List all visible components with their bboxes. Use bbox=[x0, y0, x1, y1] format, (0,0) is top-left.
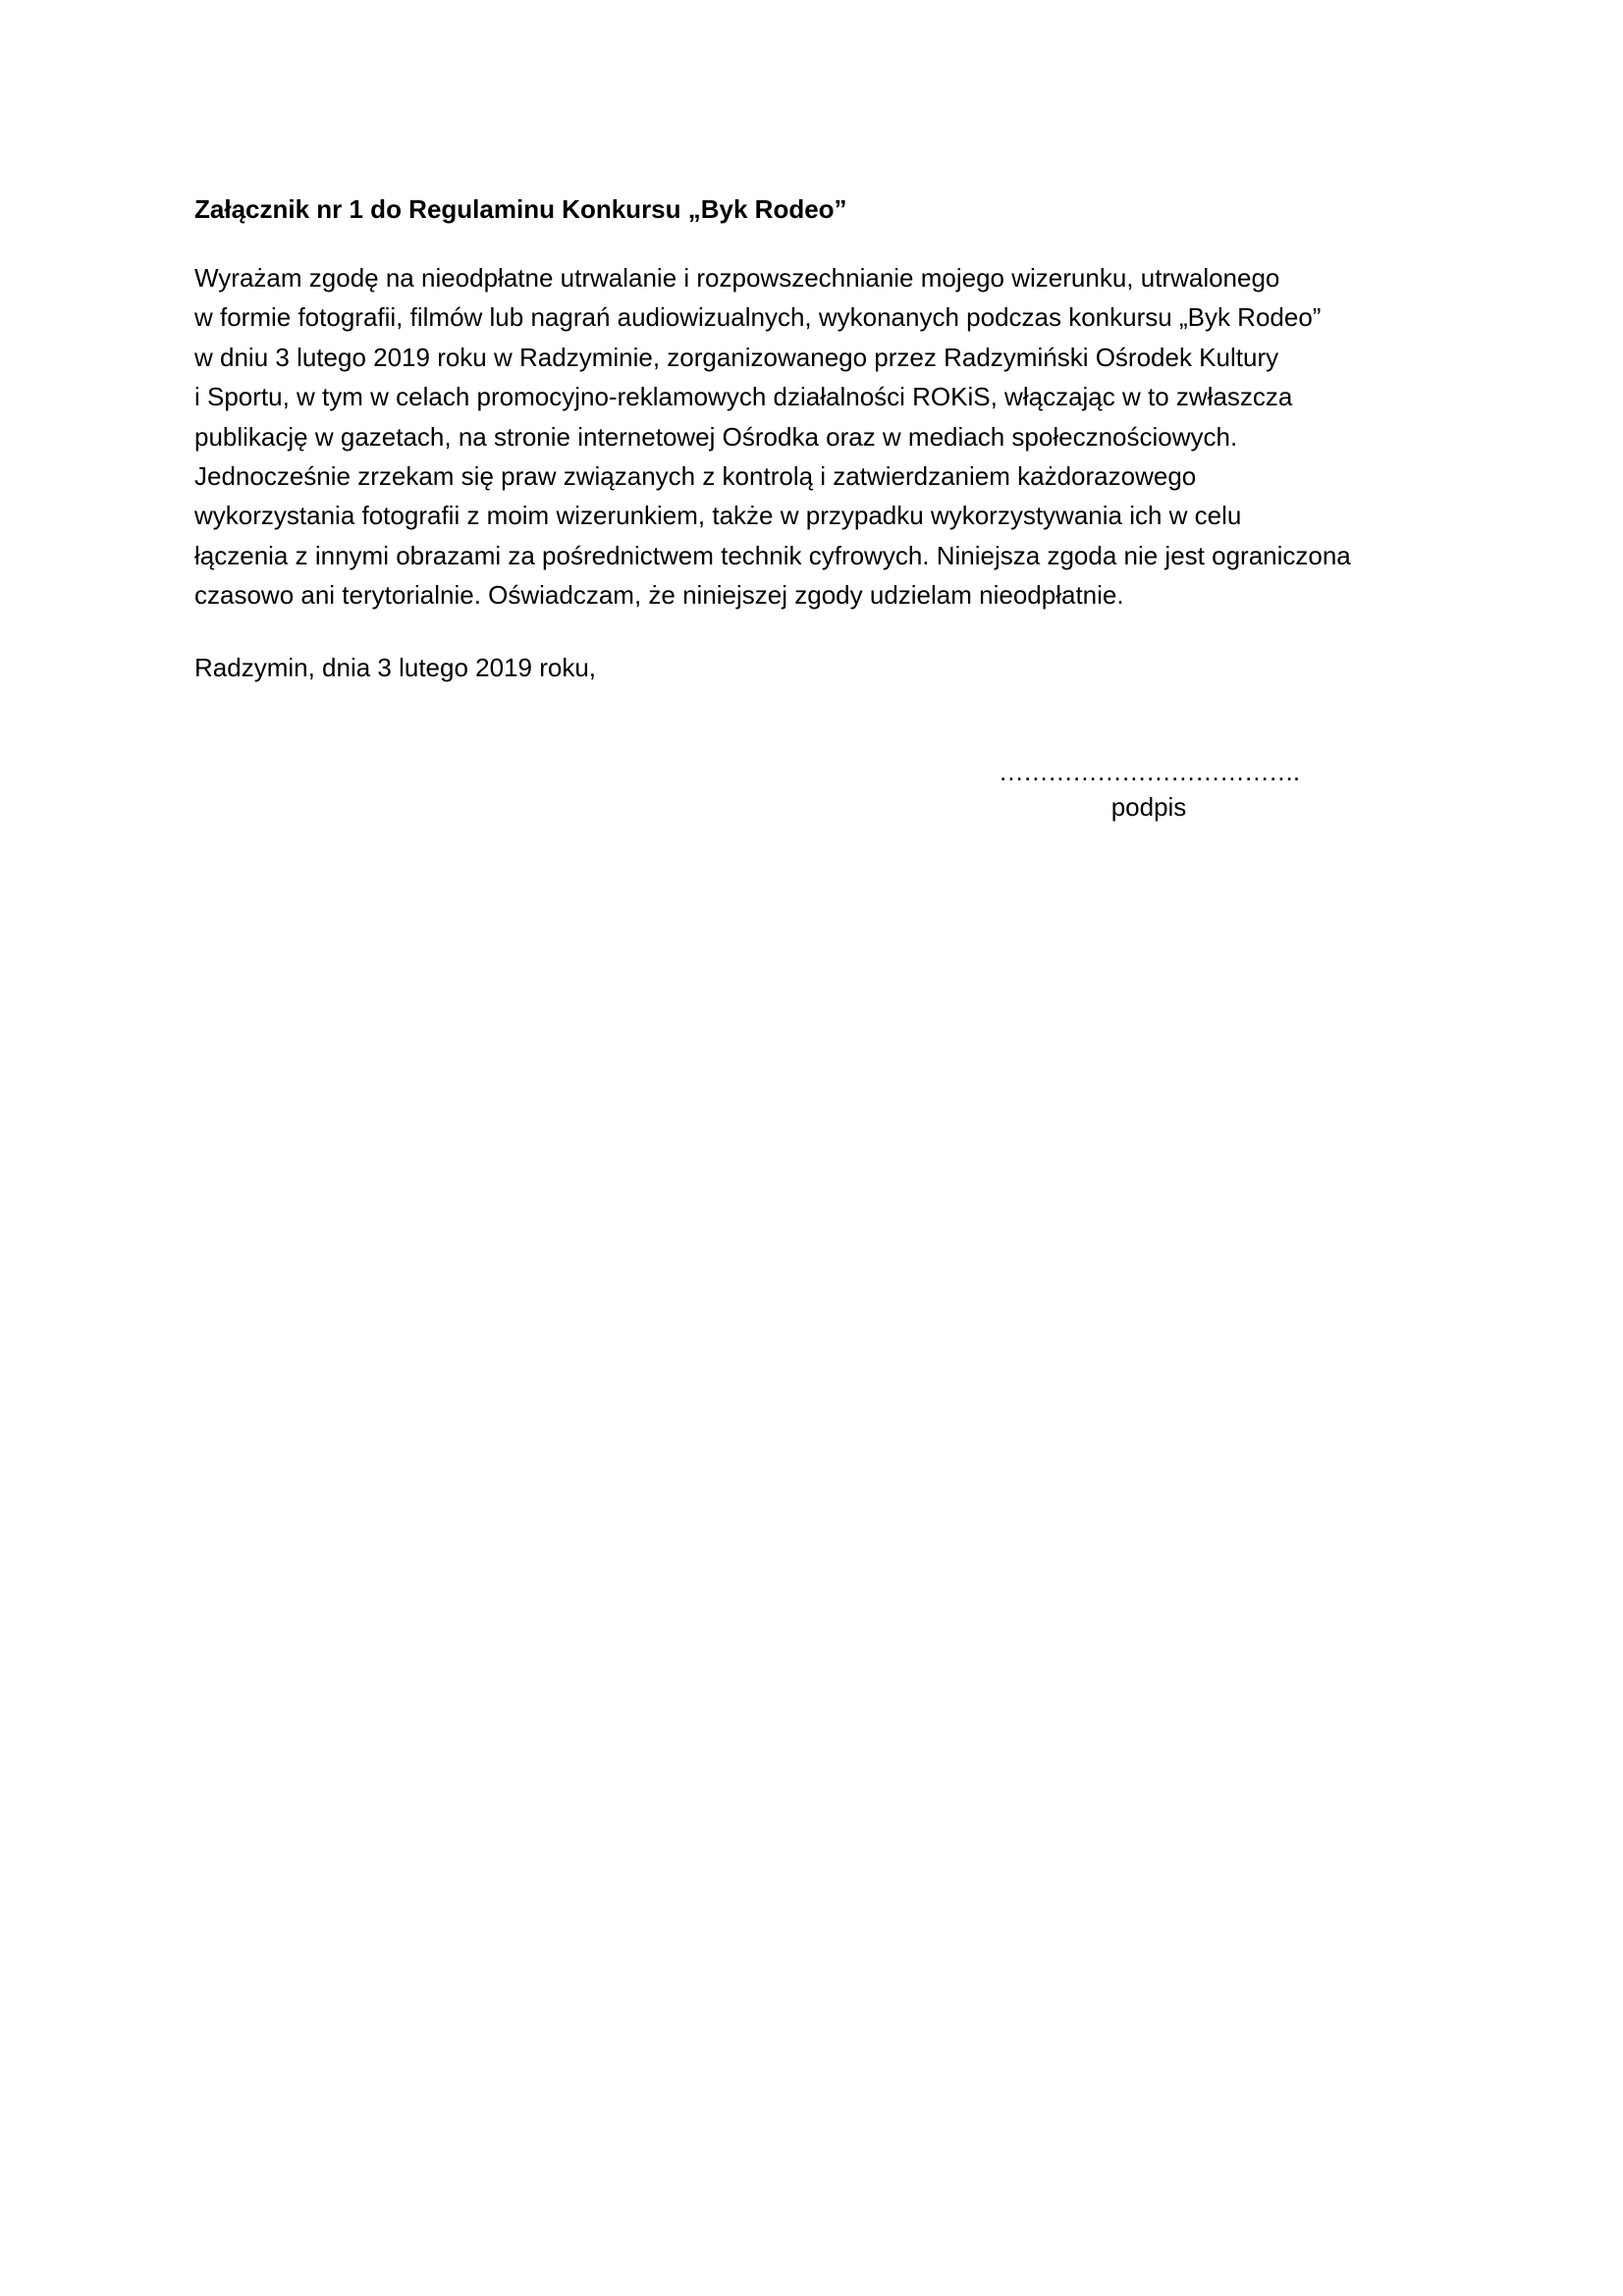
signature-block bbox=[982, 754, 1316, 825]
paragraph-line: czasowo ani terytorialnie. Oświadczam, że niniejszej zgody udzielam nieodpłatnie. bbox=[194, 580, 1124, 611]
signature-label: podpis bbox=[1110, 792, 1187, 822]
paragraph-line: łączenia z innymi obrazami za pośrednictwem technik cyfrowych. Niniejsza zgoda nie jest ograniczona bbox=[194, 540, 1351, 570]
paragraph-line: Wyrażam zgodę na nieodpłatne utrwalanie i rozpowszechnianie mojego wizerunku, utrwalonego bbox=[194, 263, 1280, 293]
paragraph-line: publikację w gazetach, na stronie internetowej Ośrodka oraz w mediach społecznościowych. bbox=[194, 421, 1238, 452]
signature-line: ………………………………. bbox=[998, 757, 1300, 786]
paragraph-line: w formie fotografii, filmów lub nagrań audiowizualnych, wykonanych podczas konkursu „Byk Rodeo” bbox=[194, 302, 1322, 333]
consent-paragraph bbox=[194, 258, 1351, 615]
paragraph-line: w dniu 3 lutego 2019 roku w Radzyminie, zorganizowanego przez Radzymiński Ośrodek Kultury bbox=[194, 342, 1279, 372]
paragraph-line: wykorzystania fotografii z moim wizerunkiem, także w przypadku wykorzystywania ich w celu bbox=[194, 501, 1242, 531]
place-and-date: Radzymin, dnia 3 lutego 2019 roku, bbox=[194, 653, 597, 682]
paragraph-line: Jednocześnie zrzekam się praw związanych z kontrolą i zatwierdzaniem każdorazowego bbox=[194, 461, 1197, 492]
document-title: Załącznik nr 1 do Regulaminu Konkursu „Byk Rodeo” bbox=[194, 194, 847, 224]
paragraph-line: i Sportu, w tym w celach promocyjno-reklamowych działalności ROKiS, włączając w to zwłaszcza bbox=[194, 382, 1293, 412]
